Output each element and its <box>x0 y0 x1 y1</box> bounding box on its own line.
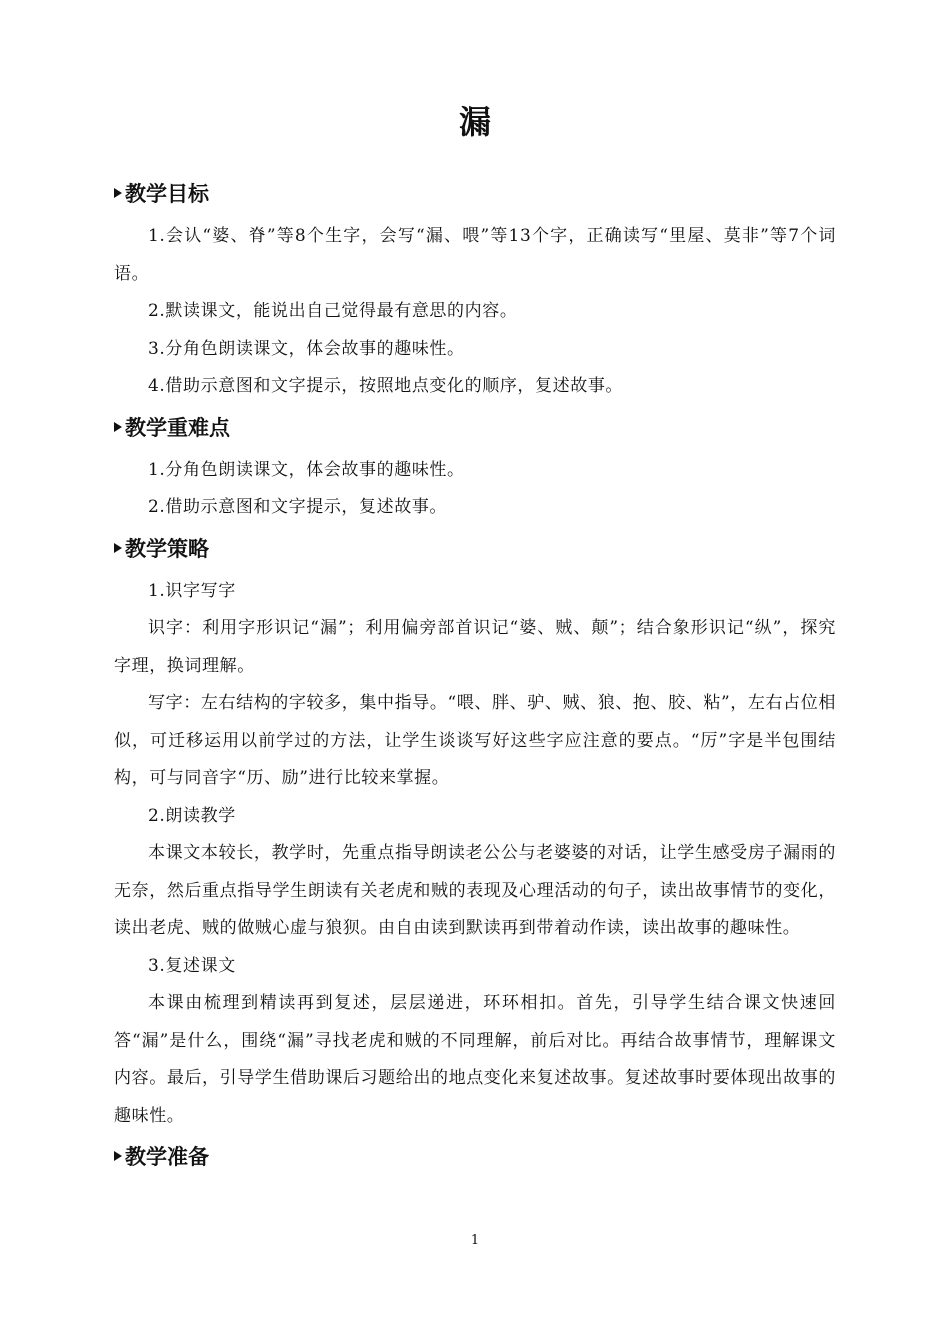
triangle-bullet-icon <box>114 422 122 432</box>
triangle-bullet-icon <box>114 543 122 553</box>
section-heading-text: 教学策略 <box>125 536 209 561</box>
section-heading-text: 教学准备 <box>125 1145 209 1169</box>
section-heading <box>114 1135 836 1177</box>
paragraph: 本课文本较长，教学时，先重点指导朗读老公公与老婆婆的对话，让学生感受房子漏雨的无奈，然后重点指导学生朗读有关老虎和贼的表现及心理活动的句子，读出故事情节的变化，读出老虎、贼的做贼心虚与狼狈。由自由读到默读再到带着动作读，读出故事的趣味性。 <box>114 843 836 938</box>
paragraph: 2.默读课文，能说出自己觉得最有意思的内容。 <box>148 301 518 321</box>
section-teaching-strategy <box>114 527 836 1136</box>
section-heading <box>114 172 836 214</box>
section-heading-text: 教学目标 <box>125 182 209 206</box>
paragraph: 识字：利用字形识记“漏”；利用偏旁部首识记“婆、贼、颠”；结合象形识记“纵”，探究字理，换词理解。 <box>114 618 836 676</box>
paragraph: 1.会认“婆、脊”等8个生字，会写“漏、喂”等13个字，正确读写“里屋、莫非”等7个词语。 <box>114 226 836 284</box>
section-teaching-objectives <box>114 172 836 406</box>
paragraph: 4.借助示意图和文字提示，按照地点变化的顺序，复述故事。 <box>148 376 624 396</box>
paragraph: 本课由梳理到精读再到复述，层层递进，环环相扣。首先，引导学生结合课文快速回答“漏”是什么，围绕“漏”寻找老虎和贼的不同理解，前后对比。再结合故事情节，理解课文内容。最后，引导学生借助课后习题给出的地点变化来复述故事。复述故事时要体现出故事的趣味性。 <box>114 993 836 1126</box>
section-heading <box>114 406 836 448</box>
paragraph: 3.分角色朗读课文，体会故事的趣味性。 <box>148 338 465 359</box>
section-heading <box>114 527 836 569</box>
triangle-bullet-icon <box>114 1151 122 1161</box>
paragraph: 1.分角色朗读课文，体会故事的趣味性。 <box>148 459 465 480</box>
document-body <box>114 172 836 1177</box>
paragraph: 2.朗读教学 <box>148 805 236 826</box>
triangle-bullet-icon <box>114 188 122 198</box>
page-title: 漏 <box>458 103 491 141</box>
paragraph: 3.复述课文 <box>148 955 236 976</box>
section-teaching-preparation <box>114 1135 836 1177</box>
page-number: 1 <box>470 1233 480 1248</box>
section-heading-text: 教学重难点 <box>125 415 230 440</box>
paragraph: 写字：左右结构的字较多，集中指导。“喂、胖、驴、贼、狼、抱、胶、粘”，左右占位相似，可迁移运用以前学过的方法，让学生谈谈写好这些字应注意的要点。“厉”字是半包围结构，可与同音字“历、励”进行比较来掌握。 <box>114 693 836 788</box>
paragraph: 1.识字写字 <box>148 580 236 601</box>
section-key-difficulties <box>114 406 836 527</box>
paragraph: 2.借助示意图和文字提示，复述故事。 <box>148 497 448 517</box>
